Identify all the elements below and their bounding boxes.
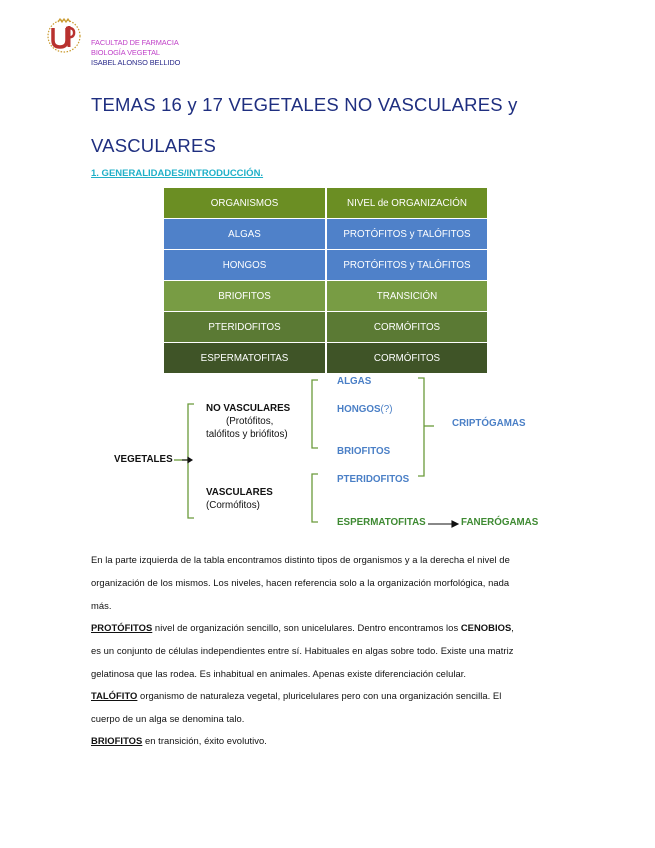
paragraph-protofitos xyxy=(91,622,561,634)
vasculares-label: VASCULARES xyxy=(206,487,273,498)
no-vasculares-label: NO VASCULARES xyxy=(206,403,291,414)
paragraph-line: organización de los mismos. Los niveles, hacen referencia solo a la organización morfológica, nada xyxy=(91,577,510,588)
table-cell: TRANSICIÓN xyxy=(326,281,487,312)
diagram-hongos-label: HONGOS xyxy=(337,404,381,415)
paragraph-text: , xyxy=(511,622,514,633)
table-cell: CORMÓFITOS xyxy=(326,343,487,374)
diagram-hongos xyxy=(337,404,393,416)
table-cell: HONGOS xyxy=(164,250,326,281)
table-row xyxy=(164,250,487,281)
paragraph-text: organismo de naturaleza vegetal, pluricelulares pero con una organización sencilla. El xyxy=(137,690,502,701)
table-cell: CORMÓFITOS xyxy=(326,312,487,343)
table-header-row xyxy=(164,188,487,219)
no-vasculares-sub2: talófitos y briófitos) xyxy=(206,429,288,440)
diagram-root: VEGETALES xyxy=(114,454,173,465)
classification-diagram xyxy=(100,368,560,538)
paragraph-line: gelatinosa que las rodea. Es inhabitual en animales. Apenas existe diferenciación celular. xyxy=(91,668,467,679)
section-heading: 1. GENERALIDADES/INTRODUCCIÓN. xyxy=(91,168,264,179)
table-header-cell: ORGANISMOS xyxy=(164,188,326,219)
page-title-line2: VASCULARES xyxy=(91,135,217,156)
organisms-table xyxy=(164,188,487,374)
diagram-criptogamas: CRIPTÓGAMAS xyxy=(452,418,526,429)
diagram-fanerogamas: FANERÓGAMAS xyxy=(461,517,539,528)
table-cell: PROTÓFITOS y TALÓFITOS xyxy=(326,219,487,250)
table-row xyxy=(164,281,487,312)
header-subject: BIOLOGÍA VEGETAL xyxy=(91,48,160,57)
diagram-lines xyxy=(100,368,560,538)
header-author: ISABEL ALONSO BELLIDO xyxy=(91,58,181,67)
criptogamas-brace xyxy=(418,378,424,476)
paragraph-talofito xyxy=(91,690,561,702)
table-cell: BRIOFITOS xyxy=(164,281,326,312)
university-logo xyxy=(44,16,84,56)
table-cell: ALGAS xyxy=(164,219,326,250)
table-header-cell: NIVEL de ORGANIZACIÓN xyxy=(326,188,487,219)
table-row xyxy=(164,312,487,343)
paragraph-line: En la parte izquierda de la tabla encontramos distinto tipos de organismos y a la derecha el nivel de xyxy=(91,554,510,565)
diagram-pteridofitos: PTERIDOFITOS xyxy=(337,474,410,485)
term-briofitos: BRIOFITOS xyxy=(91,735,143,746)
vasculares-brace xyxy=(312,474,318,522)
diagram-hongos-mark: (?) xyxy=(380,404,393,415)
page-title-line1: TEMAS 16 y 17 VEGETALES NO VASCULARES y xyxy=(91,94,518,115)
paragraph-line: cuerpo de un alga se denomina talo. xyxy=(91,713,245,724)
term-talofito: TALÓFITO xyxy=(91,690,138,701)
term-protofitos: PROTÓFITOS xyxy=(91,622,153,633)
paragraph-line: más. xyxy=(91,600,112,611)
header-faculty: FACULTAD DE FARMACIA xyxy=(91,38,179,47)
no-vasculares-sub1: (Protófitos, xyxy=(226,416,274,427)
table-cell: ESPERMATOFITAS xyxy=(164,343,326,374)
paragraph-briofitos xyxy=(91,735,561,747)
diagram-espermatofitas: ESPERMATOFITAS xyxy=(337,517,426,528)
paragraph-text: nivel de organización sencillo, son unicelulares. Dentro encontramos los xyxy=(152,622,461,633)
no-vasculares-brace xyxy=(312,380,318,448)
paragraph-line: es un conjunto de células independientes entre sí. Habituales en algas sobre todo. Existe una matriz xyxy=(91,645,514,656)
diagram-algas: ALGAS xyxy=(337,376,372,387)
root-arrow-icon xyxy=(188,458,192,463)
table-row xyxy=(164,219,487,250)
term-cenobios: CENOBIOS xyxy=(460,622,512,633)
fanerogamas-arrow-icon xyxy=(452,521,458,527)
diagram-briofitos: BRIOFITOS xyxy=(337,446,391,457)
table-cell: PTERIDOFITOS xyxy=(164,312,326,343)
vasculares-sub: (Cormófitos) xyxy=(206,500,260,511)
paragraph-text: en transición, éxito evolutivo. xyxy=(142,735,267,746)
table-cell: PROTÓFITOS y TALÓFITOS xyxy=(326,250,487,281)
